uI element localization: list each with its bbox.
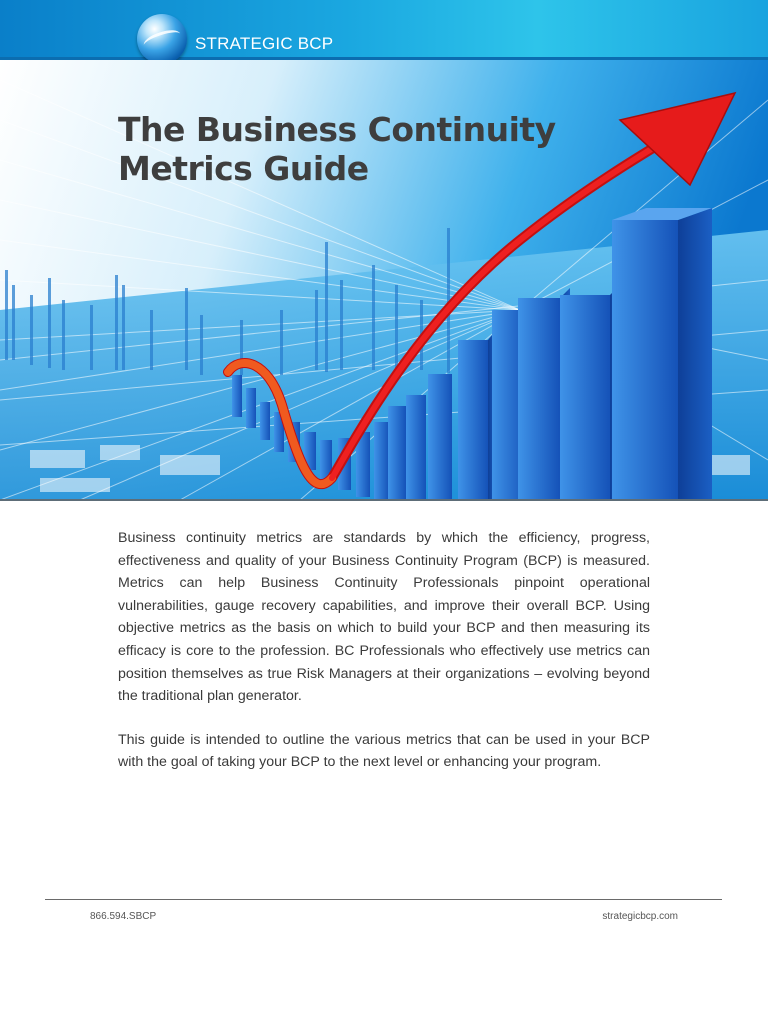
footer-divider [45,899,722,900]
footer-phone: 866.594.SBCP [90,911,157,922]
title-line-2: Metrics Guide [118,149,369,188]
intro-body [118,527,650,795]
footer-website: strategicbcp.com [602,911,678,922]
title-line-1: The Business Continuity [118,110,556,149]
intro-paragraph-2: This guide is intended to outline the various metrics that can be used in your BCP with the goal of taking your BCP to the next level or enhancing your program. [118,731,650,771]
intro-paragraph-1: Business continuity metrics are standards by which the efficiency, progress, effectiveness and quality of your Business Continuity Program (BCP) is measured. Metrics can help Business Continuity Professionals pinpoint operational vulnerabilities, gauge recovery capabilities, and improve their overall BCP. Using objective metrics as the basis on which to build your BCP and then measuring its efficacy is core to the profession. BC Professionals who effectively use metrics can position themselves as true Risk Managers at their organizations – evolving beyond the traditional plan generator. [118,530,650,705]
header-bar [0,0,768,60]
globe-logo-icon [137,14,187,64]
page-title [118,110,556,188]
brand-name: STRATEGIC BCP [195,34,334,53]
hero-divider [0,499,768,501]
